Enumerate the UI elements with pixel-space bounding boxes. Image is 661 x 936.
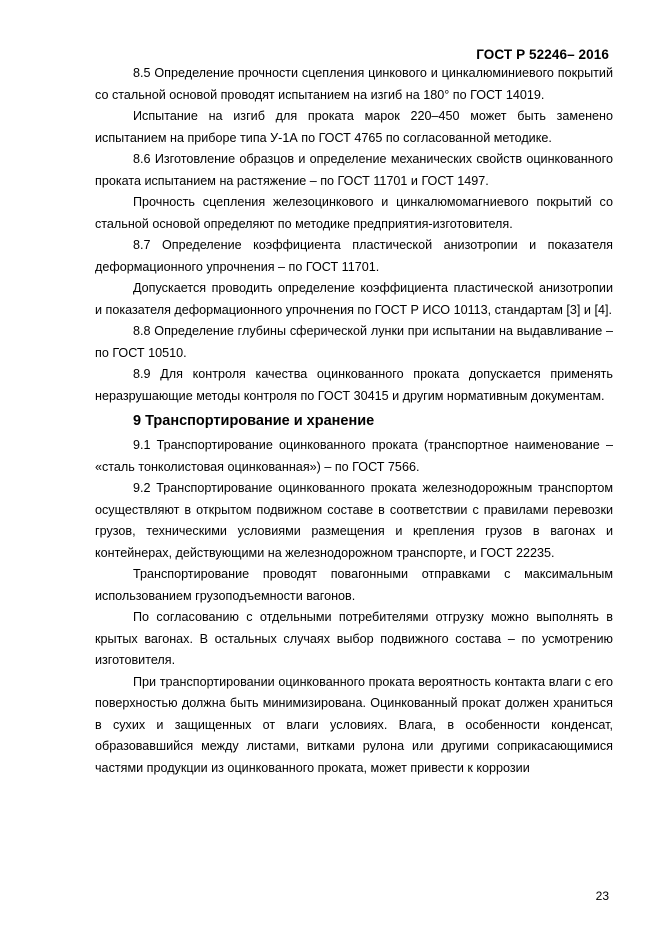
paragraph-9-2: 9.2 Транспортирование оцинкованного проката железнодорожным транспортом осуществляют в открытом подвижном составе в соответствии с правилами перевозки грузов, техническими условиями размещения и крепления грузов в вагонах и контейнерах, действующими на железнодорожном транспорте, и ГОСТ 22235. (95, 481, 613, 560)
paragraph-anisotropy: Допускается проводить определение коэффициента пластической анизотропии и показателя деформационного упрочнения по ГОСТ Р ИСО 10113, стандартам [3] и [4]. (95, 281, 613, 317)
paragraph-8-7: 8.7 Определение коэффициента пластической анизотропии и показателя деформационного упрочнения – по ГОСТ 11701. (95, 238, 613, 274)
paragraph-8-5: 8.5 Определение прочности сцепления цинкового и цинкалюминиевого покрытий со стальной основой проводят испытанием на изгиб на 180° по ГОСТ 14019. (95, 66, 613, 102)
paragraph-bend-test: Испытание на изгиб для проката марок 220–450 может быть заменено испытанием на приборе типа У-1А по ГОСТ 4765 по согласованной методике. (95, 109, 613, 145)
paragraph-8-8: 8.8 Определение глубины сферической лунки при испытании на выдавливание – по ГОСТ 10510. (95, 324, 613, 360)
section-heading: 9 Транспортирование и хранение (133, 413, 375, 429)
paragraph-adhesion-strength: Прочность сцепления железоцинкового и цинкалюмомагниевого покрытий со стальной основой определяют по методике предприятия-изготовителя. (95, 195, 613, 231)
page-body (95, 63, 613, 779)
paragraph-9-1: 9.1 Транспортирование оцинкованного проката (транспортное наименование – «сталь тонколистовая оцинкованная») – по ГОСТ 7566. (95, 438, 613, 474)
page-number: 23 (595, 889, 609, 903)
paragraph-8-6: 8.6 Изготовление образцов и определение механических свойств оцинкованного проката испытанием на растяжение – по ГОСТ 11701 и ГОСТ 1497. (95, 152, 613, 188)
paragraph-moisture: При транспортировании оцинкованного проката вероятность контакта влаги с его поверхностью должна быть минимизирована. Оцинкованный прокат должен храниться в сухих и защищенных от влаги условиях. Влага, в особенности конденсат, образовавшийся между листами, витками рулона или другими соприкасающимися частями продукции из оцинкованного проката, может привести к коррозии (95, 674, 613, 775)
paragraph-covered-wagons: По согласованию с отдельными потребителями отгрузку можно выполнять в крытых вагонах. В остальных случаях выбор подвижного состава – по усмотрению изготовителя. (95, 610, 613, 667)
paragraph-8-9: 8.9 Для контроля качества оцинкованного проката допускается применять неразрушающие методы контроля по ГОСТ 30415 и другим нормативным документам. (95, 367, 613, 403)
standard-designation: ГОСТ Р 52246– 2016 (476, 47, 609, 62)
paragraph-wagon-shipments: Транспортирование проводят повагонными отправками с максимальным использованием грузоподъемности вагонов. (95, 567, 613, 603)
